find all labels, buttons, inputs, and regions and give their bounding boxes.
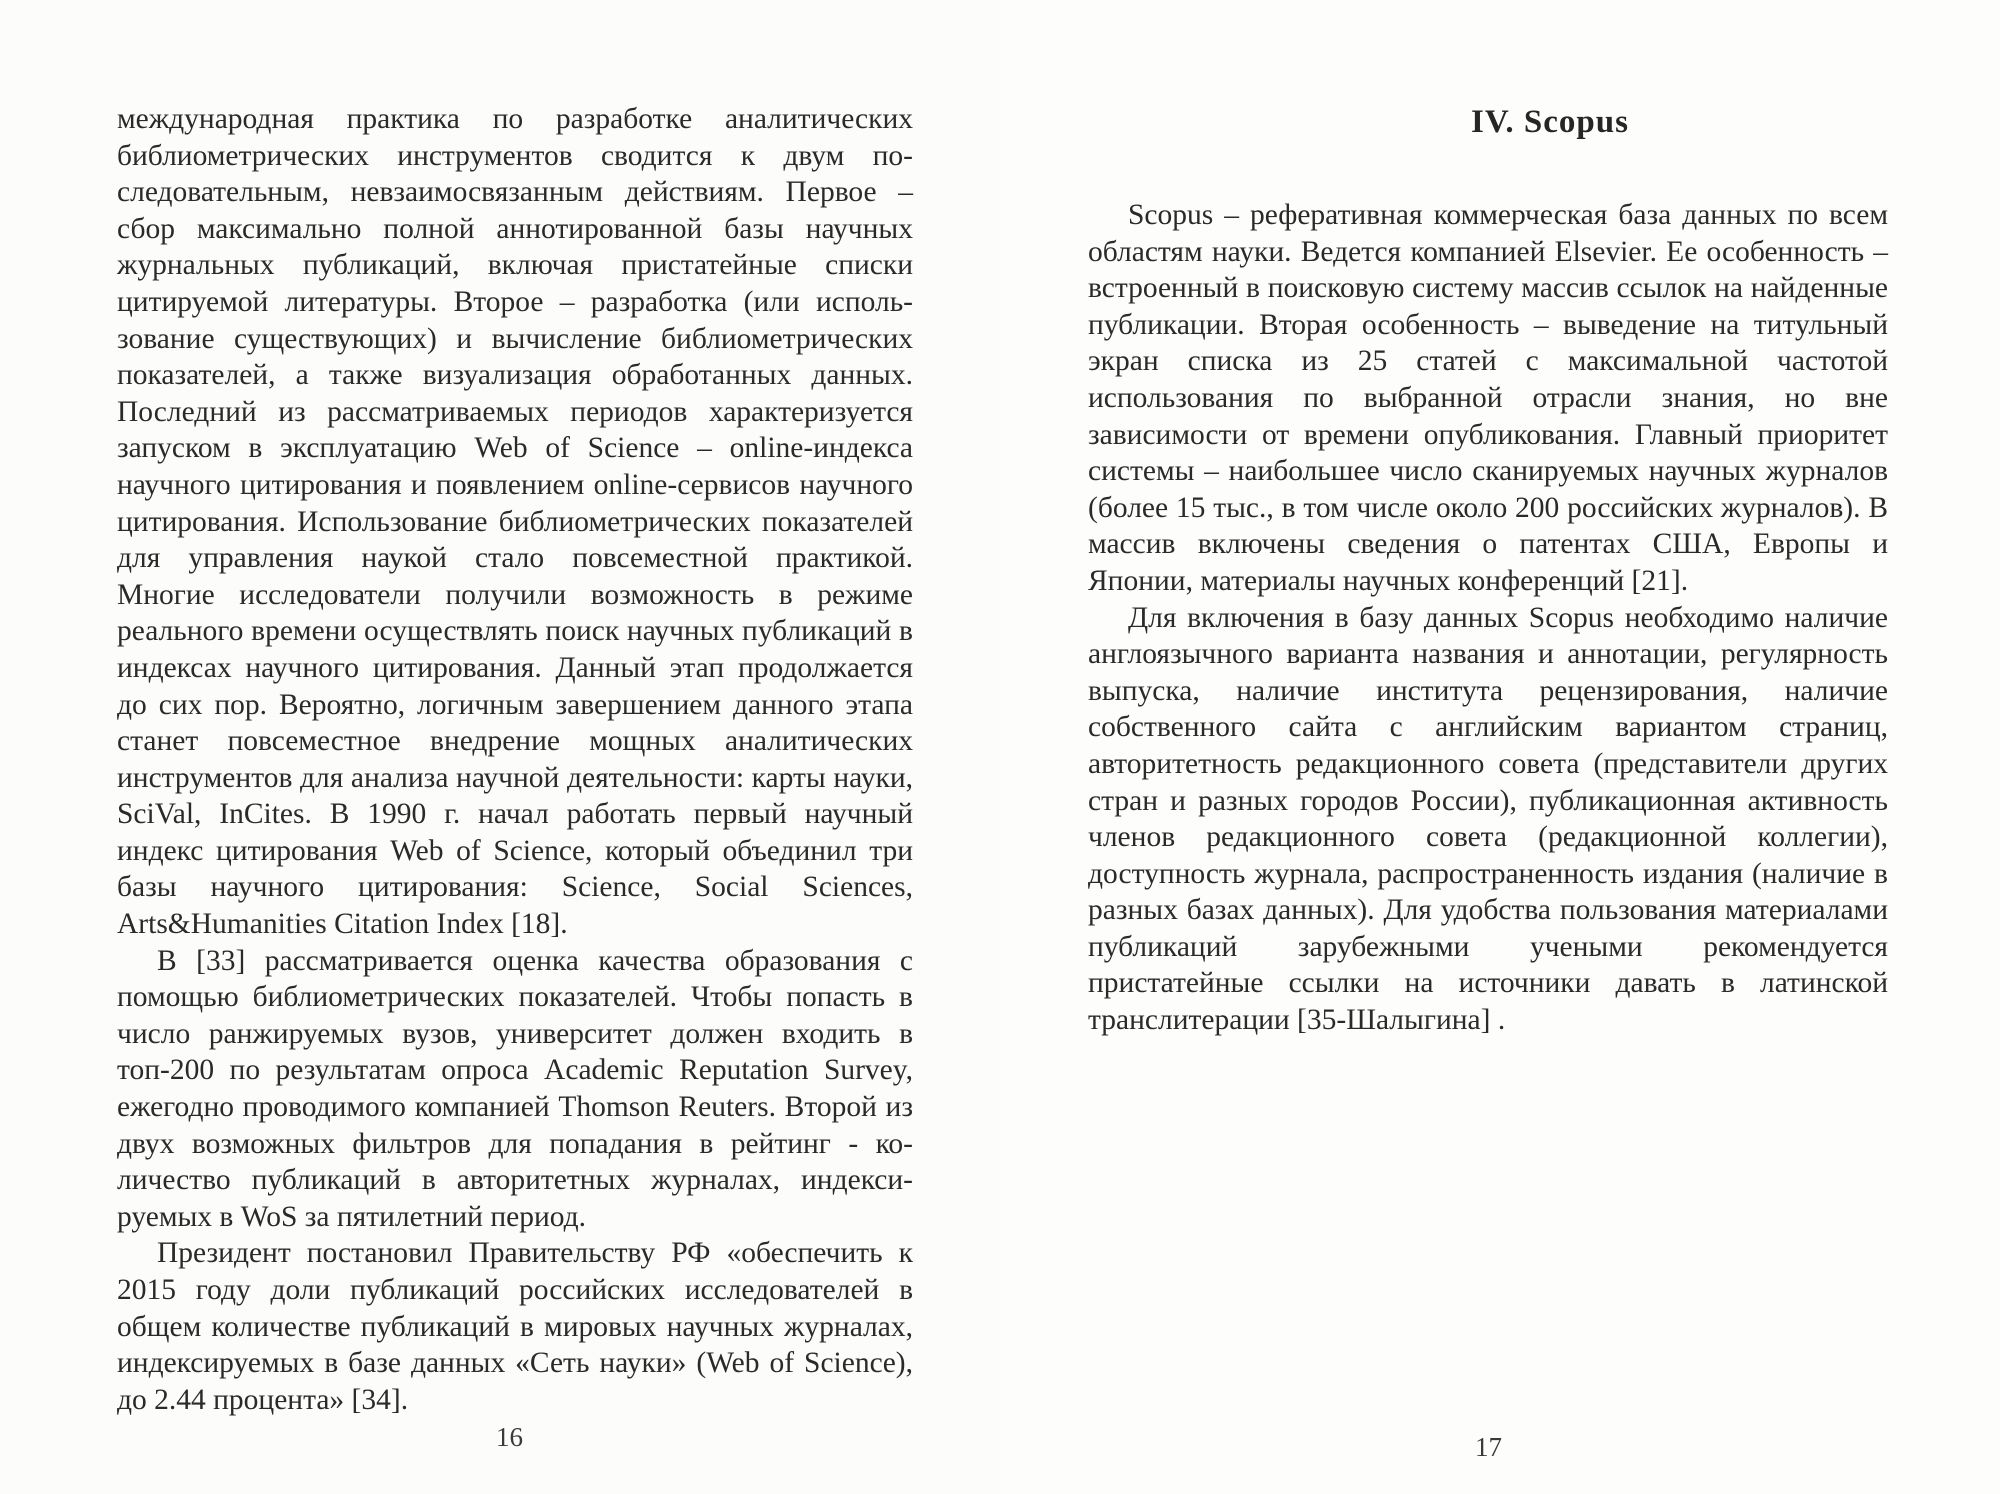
- left-paragraph-2: В [33] рассматривается оценка качества образования с помощью библиометрических показателей. Чтобы попасть в число ранжируемых вузов, университет должен входить в топ-200 по результатам опроса Academic Reputation Survey, ежегодно проводимого компанией Thomson Reuters. Второй из двух возможных фильтров для попадания в рейтинг - количество публикаций в авторитетных журналах, индексируемых в WoS за пятилетний период.: [117, 944, 913, 1233]
- left-paragraph-1: международная практика по разработке аналитических библиометрических инструментов сводится к двум последовательным, невзаимосвязанным действиям. Первое – сбор максимально полной аннотированной базы научных журнальных публикаций, включая пристатейные списки цитируемой литературы. Второе – разработка (или использование существующих) и вычисление библиометрических показателей, а также визуализация обработанных данных. Последний из рассматриваемых периодов характеризуется запуском в эксплуатацию Web of Science – online-индекса научного цитирования и появлением online-сервисов научного цитирования. Использование библиометрических показателей для управления наукой стало повсеместной практикой. Многие исследователи получили возможность в режиме реального времени осуществлять поиск научных публикаций в индексах научного цитирования. Данный этап продолжается до сих пор. Вероятно, логичным завершением данного этапа станет повсеместное внедрение мощных аналитических инструментов для анализа научной деятельности: карты науки, SciVal, InCites. В 1990 г. начал работать первый научный индекс цитирования Web of Science, который объединил три базы научного цитирования: Science, Social Sciences, Arts&Humanities Citation Index [18].: [117, 103, 913, 941]
- right-page-number: 17: [1475, 1432, 1502, 1462]
- right-paragraph-2: Для включения в базу данных Scopus необходимо наличие англоязычного варианта названия и аннотации, регулярность выпуска, наличие института рецензирования, наличие собственного сайта с английским вариантом страниц, авторитетность редакционного совета (представители других стран и разных городов России), публикационная активность членов редакционного совета (редакционной коллегии), доступность журнала, распространенность издания (наличие в разных базах данных). Для удобства пользования материалами публикаций зарубежными учеными рекомендуется пристатейные ссылки на источники давать в латинской транслитерации [35-Шалыгина] .: [1088, 601, 1888, 1037]
- left-page-number: 16: [496, 1422, 523, 1452]
- right-page-body: [1088, 197, 1888, 1039]
- left-paragraph-3: Президент постановил Правительству РФ «обеспечить к 2015 году доли публикаций российских исследователей в общем количестве публикаций в мировых научных журналах, индексируемых в базе данных «Сеть науки» (Web of Science), до 2.44 процента» [34].: [117, 1237, 913, 1416]
- right-paragraph-1: Scopus – реферативная коммерческая база данных по всем областям науки. Ведется компанией Elsevier. Ее особенность – встроенный в поисковую систему массив ссылок на найденные публикации. Вторая особенность – выведение на титульный экран списка из 25 статей с максимальной частотой использования по выбранной отрасли знания, но вне зависимости от времени опубликования. Главный приоритет системы – наибольшее число сканируемых научных журналов (более 15 тыс., в том числе около 200 российских журналов). В массив включены сведения о патентах США, Европы и Японии, материалы научных конференций [21].: [1088, 199, 1888, 597]
- section-heading: IV. Scopus: [1471, 104, 1629, 140]
- left-page-body: [117, 101, 913, 1418]
